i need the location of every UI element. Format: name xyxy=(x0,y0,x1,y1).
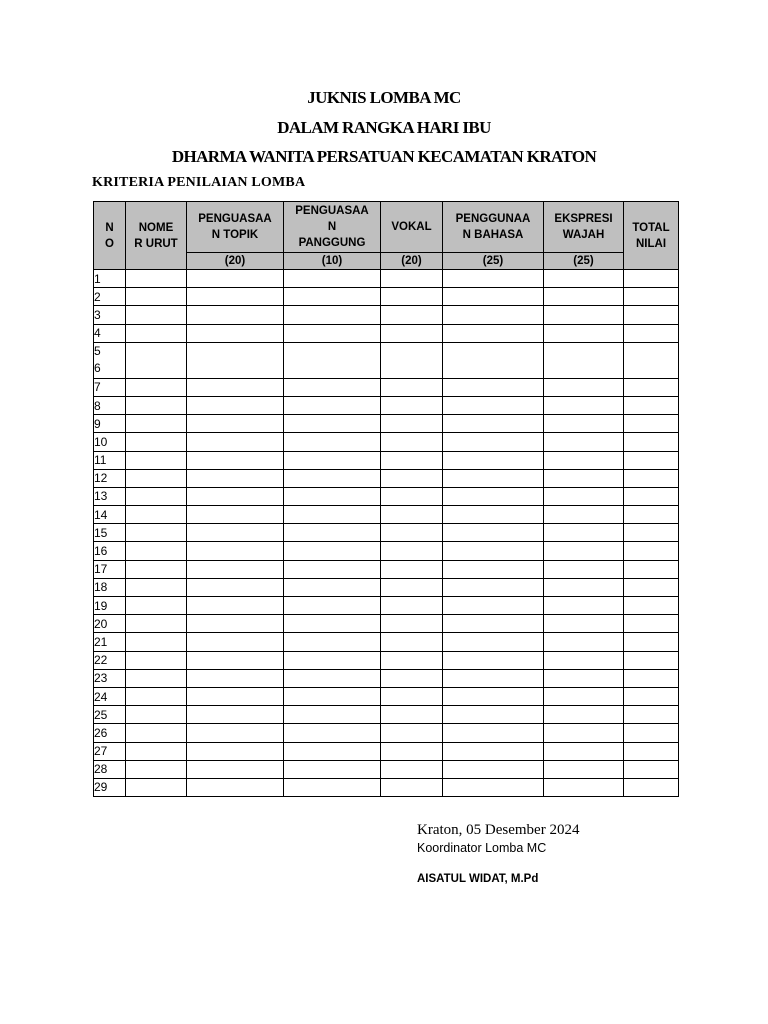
row-number: 8 xyxy=(94,396,126,414)
row-number: 14 xyxy=(94,506,126,524)
score-cell xyxy=(126,288,187,306)
score-cell xyxy=(187,270,284,288)
score-cell xyxy=(284,433,381,451)
score-cell xyxy=(126,560,187,578)
score-cell xyxy=(187,742,284,760)
title-line-3: DHARMA WANITA PERSATUAN KECAMATAN KRATON xyxy=(171,147,597,166)
score-cell xyxy=(381,542,443,560)
score-cell xyxy=(544,669,624,687)
score-cell xyxy=(443,778,544,796)
score-cell xyxy=(187,706,284,724)
score-cell xyxy=(624,415,679,433)
score-cell xyxy=(443,742,544,760)
column-weight: (10) xyxy=(284,253,381,270)
signature-role: Koordinator Lomba MC xyxy=(417,841,547,855)
score-cell xyxy=(284,469,381,487)
column-header: PENGUASAA N PANGGUNG xyxy=(284,202,381,253)
score-cell xyxy=(284,760,381,778)
column-header: PENGUASAA N TOPIK xyxy=(187,202,284,253)
score-cell xyxy=(381,706,443,724)
score-cell xyxy=(126,669,187,687)
column-weight: (20) xyxy=(381,253,443,270)
row-number: 20 xyxy=(94,615,126,633)
score-cell xyxy=(443,651,544,669)
table-row xyxy=(94,469,679,487)
title-line-2: DALAM RANGKA HARI IBU xyxy=(277,118,491,137)
score-cell xyxy=(544,306,624,324)
score-cell xyxy=(381,324,443,342)
score-cell xyxy=(284,306,381,324)
score-cell xyxy=(624,578,679,596)
score-cell xyxy=(624,706,679,724)
table-row xyxy=(94,706,679,724)
row-number: 24 xyxy=(94,687,126,705)
score-cell xyxy=(381,306,443,324)
column-weight: (20) xyxy=(187,253,284,270)
score-cell xyxy=(443,524,544,542)
row-number: 15 xyxy=(94,524,126,542)
score-cell xyxy=(381,270,443,288)
score-cell xyxy=(443,469,544,487)
score-cell xyxy=(443,433,544,451)
score-cell xyxy=(126,396,187,414)
score-cell xyxy=(624,760,679,778)
score-cell xyxy=(544,524,624,542)
score-cell xyxy=(381,669,443,687)
row-number: 21 xyxy=(94,633,126,651)
table-row xyxy=(94,651,679,669)
score-cell xyxy=(381,487,443,505)
score-cell xyxy=(126,306,187,324)
table-row xyxy=(94,451,679,469)
score-cell xyxy=(284,706,381,724)
score-cell xyxy=(284,742,381,760)
score-cell xyxy=(187,487,284,505)
table-row xyxy=(94,578,679,596)
score-cell xyxy=(187,451,284,469)
score-cell xyxy=(187,396,284,414)
score-cell xyxy=(126,433,187,451)
score-cell xyxy=(187,288,284,306)
table-row xyxy=(94,378,679,396)
title-line-1: JUKNIS LOMBA MC xyxy=(307,88,461,107)
score-cell xyxy=(624,687,679,705)
column-header: PENGGUNAA N BAHASA xyxy=(443,202,544,253)
score-cell xyxy=(381,560,443,578)
score-cell xyxy=(187,560,284,578)
row-number: 1 xyxy=(94,270,126,288)
score-cell xyxy=(381,742,443,760)
score-cell xyxy=(284,506,381,524)
signature-place-date: Kraton, 05 Desember 2024 xyxy=(417,822,580,838)
score-cell xyxy=(126,451,187,469)
score-cell xyxy=(284,542,381,560)
score-cell xyxy=(381,396,443,414)
score-cell xyxy=(443,724,544,742)
score-cell xyxy=(544,433,624,451)
score-cell xyxy=(544,542,624,560)
score-cell xyxy=(624,324,679,342)
score-cell xyxy=(544,760,624,778)
row-number: 27 xyxy=(94,742,126,760)
score-cell xyxy=(443,578,544,596)
score-cell xyxy=(544,506,624,524)
score-cell xyxy=(443,415,544,433)
row-number: 9 xyxy=(94,415,126,433)
score-cell xyxy=(544,451,624,469)
score-cell xyxy=(544,487,624,505)
score-cell xyxy=(443,306,544,324)
score-cell xyxy=(284,651,381,669)
score-cell xyxy=(624,342,679,378)
score-cell xyxy=(126,687,187,705)
score-cell xyxy=(284,487,381,505)
score-cell xyxy=(544,597,624,615)
column-header: N O xyxy=(94,202,126,270)
score-cell xyxy=(381,469,443,487)
score-cell xyxy=(443,378,544,396)
score-cell xyxy=(126,742,187,760)
score-cell xyxy=(381,687,443,705)
score-cell xyxy=(443,542,544,560)
score-cell xyxy=(381,415,443,433)
table-row xyxy=(94,306,679,324)
table-row xyxy=(94,560,679,578)
score-cell xyxy=(381,597,443,615)
score-cell xyxy=(126,633,187,651)
table-row xyxy=(94,396,679,414)
score-cell xyxy=(284,578,381,596)
score-cell xyxy=(544,578,624,596)
score-cell xyxy=(443,270,544,288)
score-cell xyxy=(126,778,187,796)
score-cell xyxy=(544,469,624,487)
score-cell xyxy=(443,288,544,306)
score-cell xyxy=(187,506,284,524)
score-cell xyxy=(126,524,187,542)
score-cell xyxy=(624,270,679,288)
score-cell xyxy=(126,597,187,615)
score-cell xyxy=(187,687,284,705)
score-cell xyxy=(126,378,187,396)
score-cell xyxy=(284,778,381,796)
score-cell xyxy=(381,451,443,469)
row-number: 29 xyxy=(94,778,126,796)
score-cell xyxy=(284,324,381,342)
score-cell xyxy=(544,396,624,414)
table-row xyxy=(94,597,679,615)
score-cell xyxy=(544,270,624,288)
score-cell xyxy=(126,469,187,487)
table-row xyxy=(94,433,679,451)
score-cell xyxy=(126,542,187,560)
score-cell xyxy=(381,651,443,669)
score-cell xyxy=(381,378,443,396)
score-cell xyxy=(624,288,679,306)
score-cell xyxy=(624,469,679,487)
score-cell xyxy=(624,487,679,505)
score-cell xyxy=(126,706,187,724)
score-cell xyxy=(544,633,624,651)
criteria-heading: KRITERIA PENILAIAN LOMBA xyxy=(92,175,306,190)
score-cell xyxy=(126,724,187,742)
score-cell xyxy=(544,706,624,724)
score-cell xyxy=(284,415,381,433)
score-cell xyxy=(624,524,679,542)
score-cell xyxy=(187,633,284,651)
row-number: 16 xyxy=(94,542,126,560)
score-cell xyxy=(284,270,381,288)
score-cell xyxy=(443,487,544,505)
score-cell xyxy=(381,578,443,596)
score-cell xyxy=(624,669,679,687)
score-cell xyxy=(126,270,187,288)
score-cell xyxy=(443,506,544,524)
score-cell xyxy=(187,469,284,487)
score-cell xyxy=(443,687,544,705)
score-cell xyxy=(187,415,284,433)
score-cell xyxy=(443,324,544,342)
score-cell xyxy=(544,415,624,433)
score-cell xyxy=(443,560,544,578)
table-row xyxy=(94,724,679,742)
score-cell xyxy=(187,651,284,669)
score-cell xyxy=(187,542,284,560)
score-cell xyxy=(126,415,187,433)
score-cell xyxy=(126,651,187,669)
column-header: TOTAL NILAI xyxy=(624,202,679,270)
score-cell xyxy=(187,578,284,596)
row-number: 10 xyxy=(94,433,126,451)
score-cell xyxy=(624,742,679,760)
score-cell xyxy=(624,778,679,796)
score-cell xyxy=(284,669,381,687)
row-number: 22 xyxy=(94,651,126,669)
score-cell xyxy=(126,760,187,778)
score-cell xyxy=(624,542,679,560)
score-cell xyxy=(381,633,443,651)
row-number: 3 xyxy=(94,306,126,324)
score-cell xyxy=(443,706,544,724)
row-number: 18 xyxy=(94,578,126,596)
score-cell xyxy=(381,615,443,633)
row-number: 26 xyxy=(94,724,126,742)
table-row xyxy=(94,288,679,306)
score-cell xyxy=(624,597,679,615)
column-header: VOKAL xyxy=(381,202,443,253)
score-cell xyxy=(381,524,443,542)
table-row xyxy=(94,342,679,378)
score-cell xyxy=(443,451,544,469)
score-cell xyxy=(544,324,624,342)
column-weight: (25) xyxy=(544,253,624,270)
score-cell xyxy=(284,378,381,396)
score-cell xyxy=(284,524,381,542)
score-cell xyxy=(544,742,624,760)
score-cell xyxy=(284,342,381,378)
scoring-table xyxy=(93,201,679,797)
score-cell xyxy=(381,724,443,742)
score-cell xyxy=(443,760,544,778)
table-row xyxy=(94,487,679,505)
score-cell xyxy=(443,342,544,378)
score-cell xyxy=(284,724,381,742)
score-cell xyxy=(187,378,284,396)
score-cell xyxy=(544,560,624,578)
row-number: 25 xyxy=(94,706,126,724)
row-number: 28 xyxy=(94,760,126,778)
row-number: 13 xyxy=(94,487,126,505)
score-cell xyxy=(624,724,679,742)
score-cell xyxy=(443,669,544,687)
score-cell xyxy=(381,342,443,378)
row-number: 4 xyxy=(94,324,126,342)
score-cell xyxy=(624,506,679,524)
score-cell xyxy=(187,433,284,451)
table-row xyxy=(94,270,679,288)
score-cell xyxy=(443,615,544,633)
score-cell xyxy=(381,506,443,524)
table-row xyxy=(94,324,679,342)
score-cell xyxy=(624,560,679,578)
score-cell xyxy=(126,506,187,524)
score-cell xyxy=(544,342,624,378)
score-cell xyxy=(624,306,679,324)
score-cell xyxy=(187,669,284,687)
score-cell xyxy=(187,597,284,615)
table-row xyxy=(94,415,679,433)
table-row xyxy=(94,778,679,796)
table-row xyxy=(94,615,679,633)
table-row xyxy=(94,687,679,705)
score-cell xyxy=(381,760,443,778)
row-number: 12 xyxy=(94,469,126,487)
score-cell xyxy=(126,342,187,378)
score-cell xyxy=(624,651,679,669)
table-row xyxy=(94,542,679,560)
score-cell xyxy=(284,597,381,615)
score-cell xyxy=(187,524,284,542)
score-cell xyxy=(187,615,284,633)
score-cell xyxy=(443,396,544,414)
score-cell xyxy=(544,378,624,396)
score-cell xyxy=(381,288,443,306)
row-number: 11 xyxy=(94,451,126,469)
table-row xyxy=(94,524,679,542)
table-row xyxy=(94,760,679,778)
score-cell xyxy=(624,396,679,414)
score-cell xyxy=(126,578,187,596)
column-weight: (25) xyxy=(443,253,544,270)
score-cell xyxy=(284,615,381,633)
column-header: EKSPRESI WAJAH xyxy=(544,202,624,253)
row-number: 5 6 xyxy=(94,342,126,378)
table-row xyxy=(94,633,679,651)
score-cell xyxy=(381,433,443,451)
score-cell xyxy=(187,342,284,378)
score-cell xyxy=(187,760,284,778)
score-cell xyxy=(544,651,624,669)
score-cell xyxy=(187,724,284,742)
header-row xyxy=(94,202,679,253)
row-number: 19 xyxy=(94,597,126,615)
score-cell xyxy=(624,378,679,396)
table-body xyxy=(94,270,679,797)
score-cell xyxy=(284,396,381,414)
score-cell xyxy=(443,597,544,615)
table-row xyxy=(94,506,679,524)
score-cell xyxy=(284,560,381,578)
score-cell xyxy=(187,324,284,342)
score-cell xyxy=(284,288,381,306)
score-cell xyxy=(284,633,381,651)
row-number: 7 xyxy=(94,378,126,396)
row-number: 2 xyxy=(94,288,126,306)
score-cell xyxy=(187,306,284,324)
score-cell xyxy=(187,778,284,796)
row-number: 17 xyxy=(94,560,126,578)
score-cell xyxy=(544,724,624,742)
row-number: 23 xyxy=(94,669,126,687)
score-cell xyxy=(284,451,381,469)
score-cell xyxy=(544,288,624,306)
signature-name: AISATUL WIDAT, M.Pd xyxy=(417,873,539,885)
score-cell xyxy=(624,433,679,451)
score-cell xyxy=(544,778,624,796)
score-cell xyxy=(126,487,187,505)
score-cell xyxy=(624,633,679,651)
table-row xyxy=(94,669,679,687)
score-cell xyxy=(624,451,679,469)
column-header: NOME R URUT xyxy=(126,202,187,270)
score-cell xyxy=(544,615,624,633)
score-cell xyxy=(126,324,187,342)
score-cell xyxy=(544,687,624,705)
score-cell xyxy=(381,778,443,796)
score-cell xyxy=(126,615,187,633)
score-cell xyxy=(624,615,679,633)
table-row xyxy=(94,742,679,760)
score-cell xyxy=(284,687,381,705)
score-cell xyxy=(443,633,544,651)
